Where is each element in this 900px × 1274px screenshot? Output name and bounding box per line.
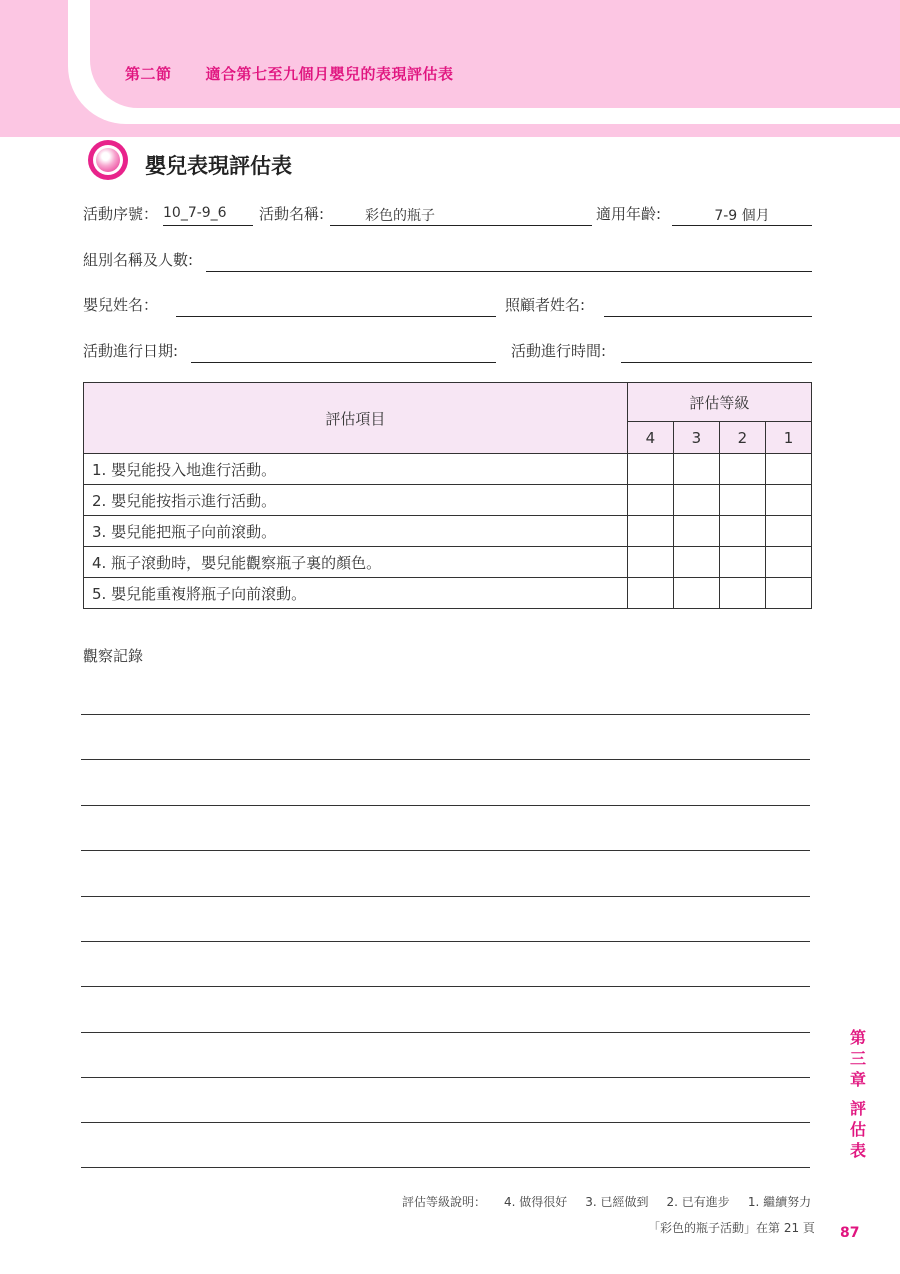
legend-item: 4. 做得很好 xyxy=(504,1195,568,1209)
form-row-names xyxy=(83,294,813,318)
observation-line[interactable] xyxy=(81,1167,810,1168)
legend-item: 3. 已經做到 xyxy=(585,1195,649,1209)
observation-line[interactable] xyxy=(81,1032,810,1033)
grade-cell[interactable] xyxy=(627,454,673,485)
item-text: 2. 嬰兒能按指示進行活動。 xyxy=(84,485,628,516)
grade-cell[interactable] xyxy=(719,547,765,578)
grade-cell[interactable] xyxy=(627,578,673,609)
date-label: 活動進行日期: xyxy=(83,342,179,360)
item-text: 5. 嬰兒能重複將瓶子向前滾動。 xyxy=(84,578,628,609)
grade-cell[interactable] xyxy=(673,454,719,485)
grade-cell[interactable] xyxy=(765,516,811,547)
age-field[interactable] xyxy=(672,225,812,226)
form-title: 嬰兒表現評估表 xyxy=(145,154,292,178)
group-label: 組別名稱及人數: xyxy=(83,251,194,269)
table-row xyxy=(84,454,812,485)
date-field[interactable] xyxy=(191,362,496,363)
header-panel xyxy=(90,0,900,108)
caregiver-field[interactable] xyxy=(604,316,812,317)
bullet-icon xyxy=(88,140,128,180)
grade-cell[interactable] xyxy=(719,454,765,485)
legend-item: 1. 繼續努力 xyxy=(747,1195,812,1209)
activity-name-field[interactable] xyxy=(330,225,592,226)
grade-cell[interactable] xyxy=(719,578,765,609)
grade-1-header: 1 xyxy=(765,422,811,454)
section-title: 適合第七至九個月嬰兒的表現評估表 xyxy=(205,65,454,83)
grade-cell[interactable] xyxy=(673,516,719,547)
baby-name-field[interactable] xyxy=(176,316,496,317)
grade-cell[interactable] xyxy=(719,516,765,547)
item-text: 1. 嬰兒能投入地進行活動。 xyxy=(84,454,628,485)
activity-name-label: 活動名稱: xyxy=(259,205,325,223)
table-row xyxy=(84,578,812,609)
grade-cell[interactable] xyxy=(673,547,719,578)
page-number: 87 xyxy=(840,1225,860,1241)
legend-item: 2. 已有進步 xyxy=(666,1195,730,1209)
activity-no-label: 活動序號： xyxy=(83,205,159,223)
time-label: 活動進行時間: xyxy=(511,342,607,360)
item-text: 4. 瓶子滾動時，嬰兒能觀察瓶子裏的顏色。 xyxy=(84,547,628,578)
baby-name-label: 嬰兒姓名： xyxy=(83,296,159,314)
page-reference: 「彩色的瓶子活動」在第 21 頁 xyxy=(648,1221,815,1235)
table-row xyxy=(84,547,812,578)
item-text: 3. 嬰兒能把瓶子向前滾動。 xyxy=(84,516,628,547)
form-row-group xyxy=(83,249,813,273)
age-value: 7-9 個月 xyxy=(714,208,770,224)
observation-line[interactable] xyxy=(81,759,810,760)
group-field[interactable] xyxy=(206,271,812,272)
time-field[interactable] xyxy=(621,362,812,363)
grade-cell[interactable] xyxy=(719,485,765,516)
observation-label: 觀察記錄 xyxy=(83,647,144,665)
activity-no-value: 10_7-9_6 xyxy=(163,205,227,221)
grade-cell[interactable] xyxy=(673,485,719,516)
observation-line[interactable] xyxy=(81,1077,810,1078)
observation-line[interactable] xyxy=(81,714,810,715)
age-label: 適用年齡: xyxy=(596,205,662,223)
grade-cell[interactable] xyxy=(627,547,673,578)
observation-line[interactable] xyxy=(81,850,810,851)
evaluation-table xyxy=(83,382,812,609)
grade-cell[interactable] xyxy=(765,578,811,609)
grade-4-header: 4 xyxy=(627,422,673,454)
grade-cell[interactable] xyxy=(765,454,811,485)
observation-line[interactable] xyxy=(81,941,810,942)
form-row-datetime xyxy=(83,340,813,364)
chapter-name-tab: 評 估 表 xyxy=(849,1099,866,1160)
observation-line[interactable] xyxy=(81,896,810,897)
observation-line[interactable] xyxy=(81,986,810,987)
grade-cell[interactable] xyxy=(765,485,811,516)
legend-label: 評估等級說明： xyxy=(402,1195,487,1209)
form-row-activity xyxy=(83,203,813,227)
grade-cell[interactable] xyxy=(765,547,811,578)
activity-no-field[interactable] xyxy=(163,225,253,226)
table-row xyxy=(84,516,812,547)
grade-cell[interactable] xyxy=(627,516,673,547)
activity-name-value: 彩色的瓶子 xyxy=(365,208,435,224)
grade-header: 評估等級 xyxy=(627,383,811,422)
chapter-tab: 第 三 章 xyxy=(849,1028,866,1089)
item-header: 評估項目 xyxy=(84,383,628,454)
caregiver-label: 照顧者姓名: xyxy=(505,296,586,314)
table-row xyxy=(84,485,812,516)
section-label: 第二節 xyxy=(125,65,172,83)
grade-cell[interactable] xyxy=(627,485,673,516)
observation-line[interactable] xyxy=(81,1122,810,1123)
grade-3-header: 3 xyxy=(673,422,719,454)
observation-line[interactable] xyxy=(81,805,810,806)
grade-2-header: 2 xyxy=(719,422,765,454)
header-title xyxy=(125,63,454,84)
grade-legend xyxy=(402,1193,811,1210)
grade-cell[interactable] xyxy=(673,578,719,609)
